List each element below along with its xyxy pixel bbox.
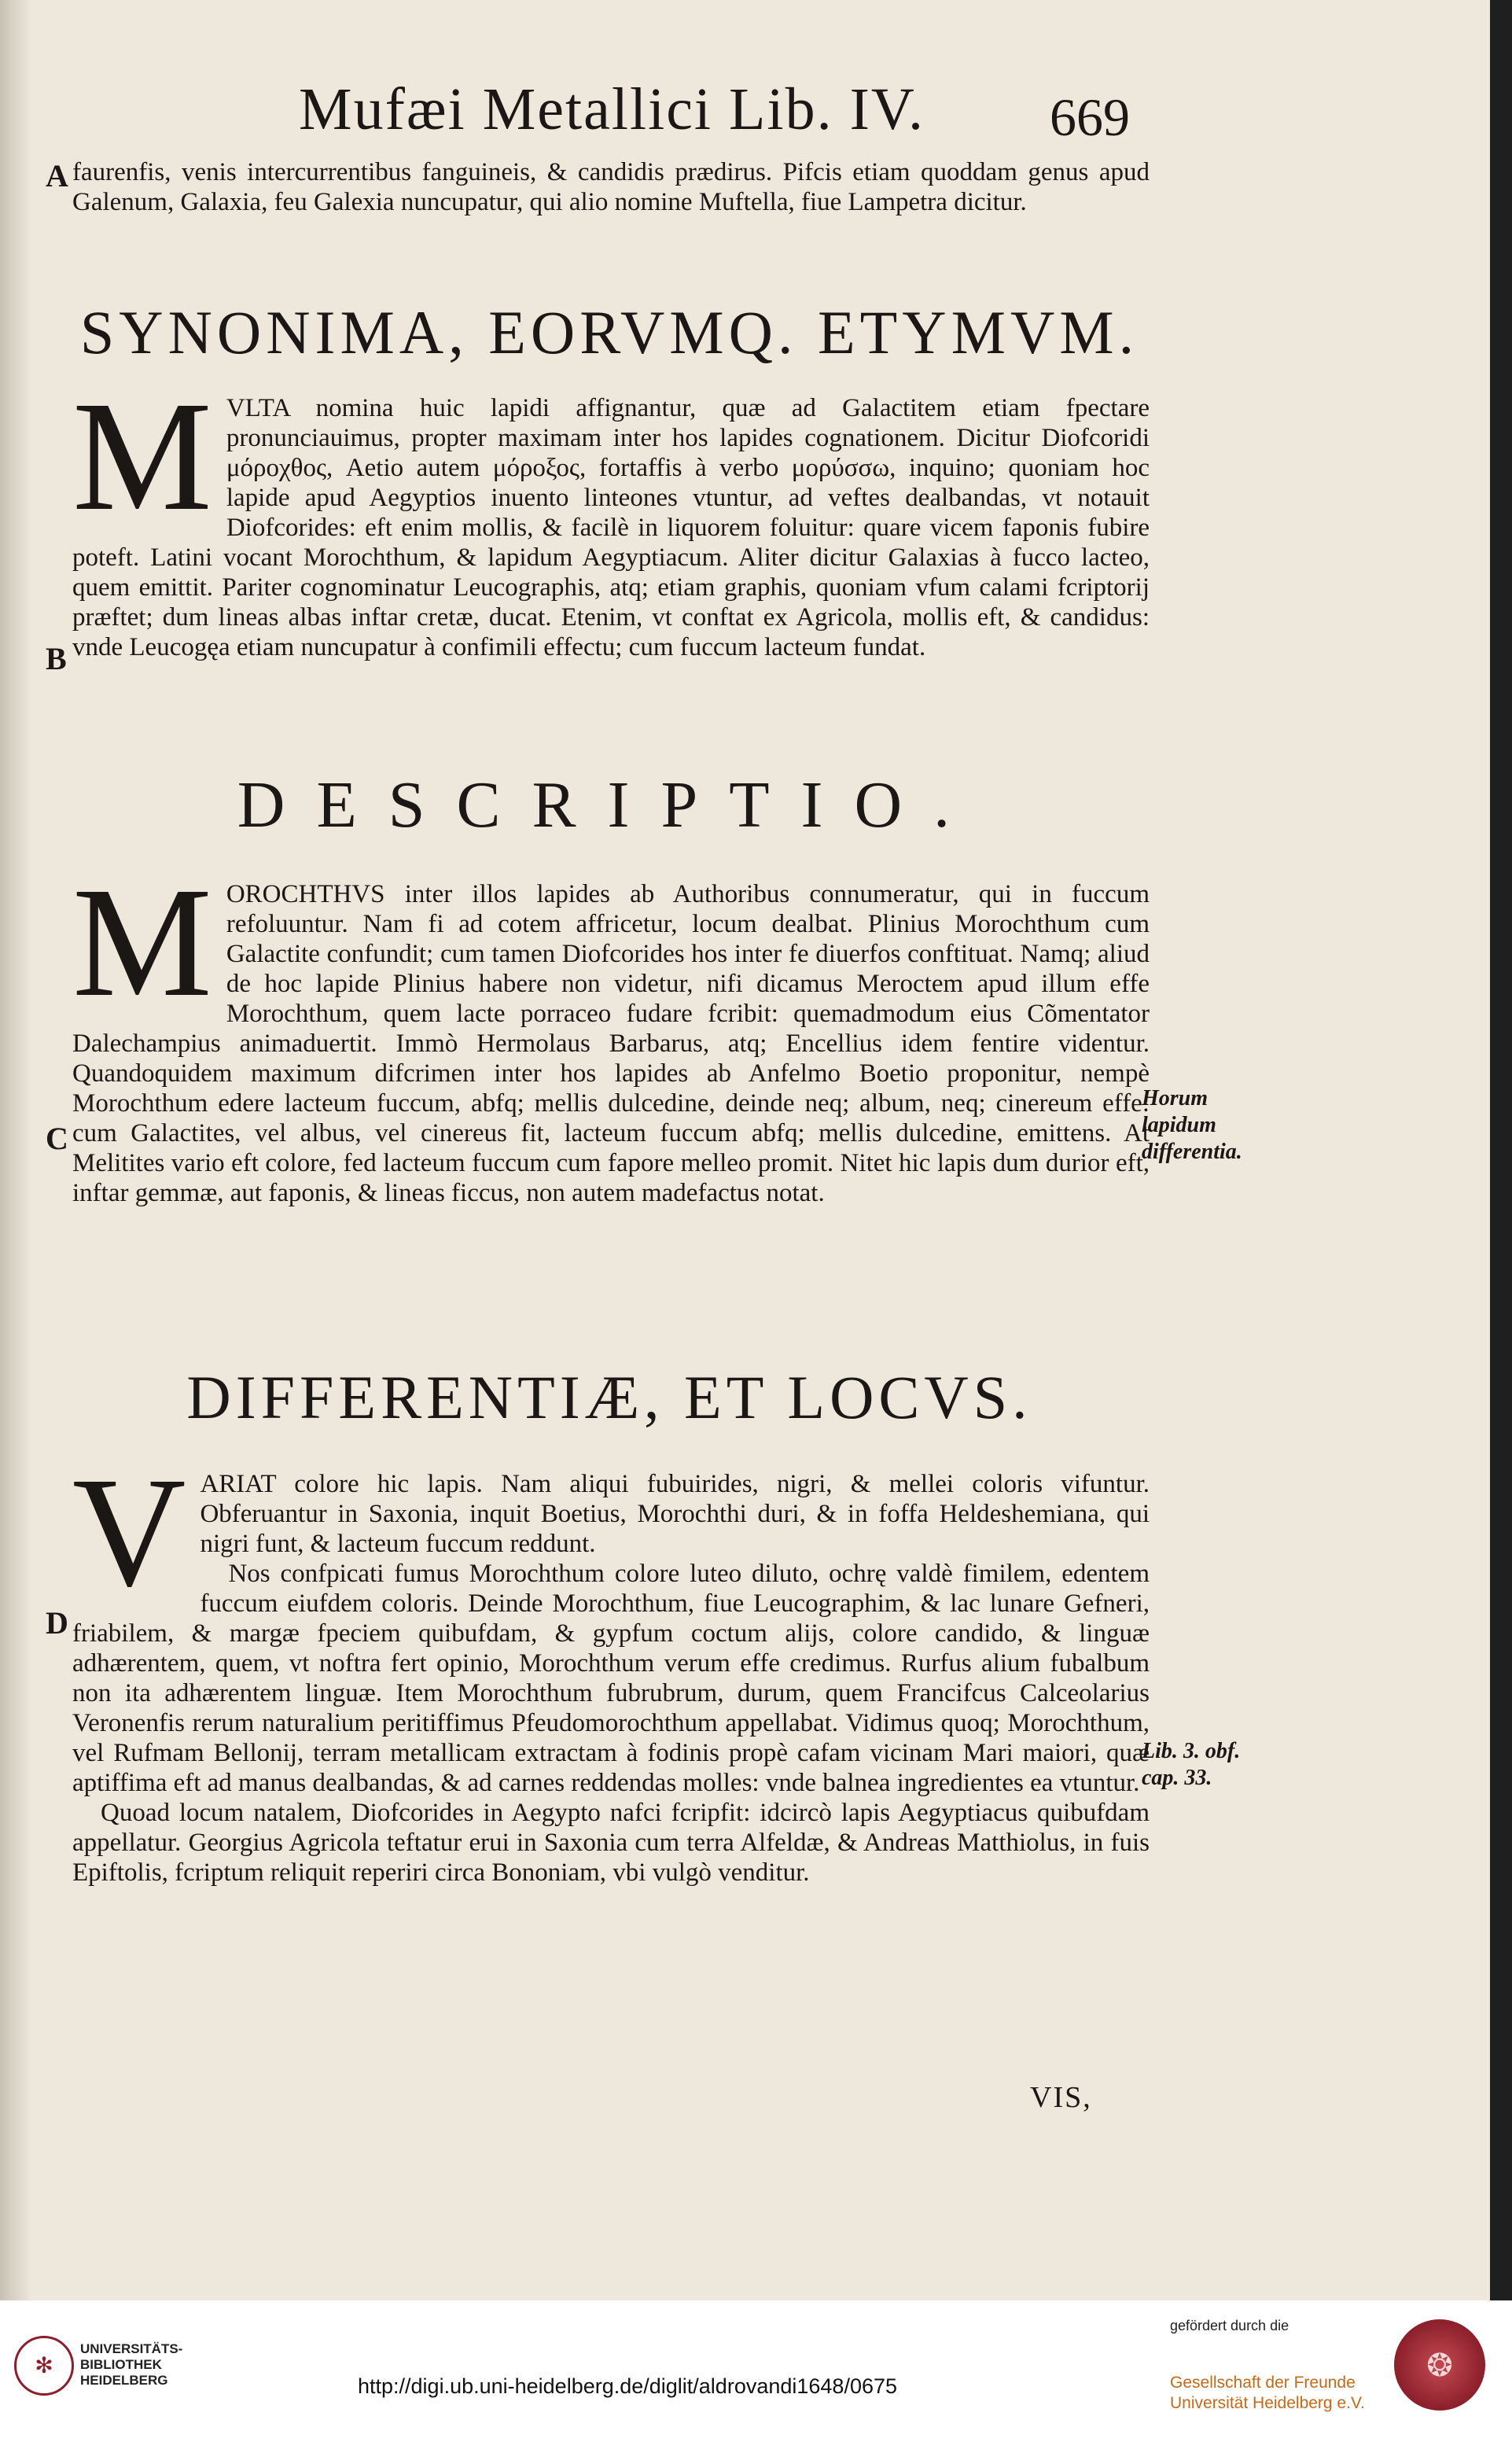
dropcap-m-2: M [72,856,212,1029]
society-name: Gesellschaft der Freunde Universität Heidelberg e.V. [1170,2374,1365,2412]
funded-by-label: gefördert durch die [1170,2318,1289,2333]
differentiae-paragraph [72,1446,1150,1888]
margin-marker-d: D [46,1605,68,1641]
descriptio-text: OROCHTHVS inter illos lapides ab Authoribus connumeratur, qui in fuccum refoluuntur. Nam fi ad cotem affricetur, locum dealbat. Plinius Morochthum cum Galactite confundit; cum tamen Diofcorides hos inter fe diuerfos conftituat. Namq; aliud de hoc lapide Plinius habere non videtur, nifi dicamus Meroctem apud illum effe Morochthum, quem lacte porraceo fudare fcribit: quemadmodum eius Cõmentator Dalechampius animaduertit. Immò Hermolaus Barbarus, atq; Encellius idem fentire videntur. Quandoquidem maximum difcrimen inter hos lapides ab Anfelmo Boetio proponitur, nempè Morochthum edere lacteum fuccum, abfq; mellis dulcedine, deinde neq; album, neq; cinereum effe: cum Galactites, vel albus, vel cinereus fit, lacteum fuccum abfq; mellis dulcedine, emittens. At Melitites vario eft colore, fed lacteum fuccum cum fapore melleo promit. Nitet hic lapis dum durior eft, inftar gemmæ, aut faponis, & lineas ficcus, non autem madefactus notat. [72,880,1150,1207]
opening-paragraph [72,157,1150,217]
synonima-text: VLTA nomina huic lapidi affignantur, quæ ad Galactitem etiam fpectare pronunciauimus, propter maximam inter hos lapides cognationem. Dicitur Diofcoridi μόροχθος, Aetio autem μόροξος, fortaffis à verbo μορύσσω, inquino; quoniam hoc lapide apud Aegyptios inuento linteones vtuntur, ad veftes dealbandas, vt notauit Diofcorides: eft enim mollis, & facilè in liquorem foluitur: quare vicem faponis fubire poteft. Latini vocant Morochthum, & lapidum Aegyptiacum. Aliter dicitur Galaxias à fucco lacteo, quem emittit. Pariter cognominatur Leucographis, atq; etiam graphis, quoniam vfum calami fcriptorij præftet; dum lineas albas inftar cretæ, ducat. Etenim, vt conftat ex Agricola, mollis eft, & candidus: vnde Leucogęa etiam nuncupatur à confimili effectu; cum fuccum lacteum fundat. [72,394,1150,661]
footer-bar [0,2300,1512,2442]
dropcap-v: V [72,1446,186,1619]
margin-marker-b: B [46,641,67,676]
section-title-descriptio: DESCRIPTIO. [237,768,982,842]
synonima-paragraph [72,370,1150,662]
section-title-synonima: SYNONIMA, EORVMQ. ETYMVM. [79,298,1139,366]
margin-note-differentia: Horum lapidum differentia. [1142,1086,1242,1164]
catchword: VIS, [1030,2081,1092,2114]
margin-marker-c: C [46,1121,68,1156]
descriptio-paragraph [72,856,1150,1208]
running-title: Mufæi Metallici Lib. IV. [299,76,925,142]
society-seal-icon: ❂ [1394,2319,1485,2411]
dropcap-m: M [72,370,212,543]
page-edge-shadow [0,0,31,2300]
library-name: UNIVERSITÄTS- BIBLIOTHEK HEIDELBERG [80,2341,183,2388]
differentiae-text-1: ARIAT colore hic lapis. Nam aliqui fubuirides, nigri, & mellei coloris vifuntur. Obferuantur in Saxonia, inquit Boetius, Morochthi duri, & in foffa Heldeshemiana, qui nigri funt, & lacteum fuccum reddunt. [200,1470,1150,1558]
margin-note-lib: Lib. 3. obf. cap. 33. [1142,1739,1241,1790]
opening-text: faurenfis, venis intercurrentibus fanguineis, & candidis prædirus. Pifcis etiam quoddam genus apud Galenum, Galaxia, feu Galexia nuncupatur, qui alio nomine Muftella, fiue Lampetra dicitur. [72,158,1150,216]
university-library-logo-icon: ✻ [14,2336,74,2396]
digital-library-link[interactable]: http://digi.ub.uni-heidelberg.de/diglit/aldrovandi1648/0675 [358,2374,898,2398]
margin-marker-a: A [46,158,68,193]
page-number: 669 [1050,87,1130,147]
section-title-differentiae: DIFFERENTIÆ, ET LOCVS. [186,1363,1032,1431]
differentiae-text-2: Nos confpicati fumus Morochthum colore luteo diluto, ochrę valdè fimilem, edentem fuccum eiufdem coloris. Deinde Morochthum, fiue Leucographim, & lac lunare Gefneri, friabilem, & margæ fpeciem quibufdam, & gypfum coctum alijs, colore candido, & linguæ adhærentem, quem, vt noftra fert opinio, Morochthum verum effe credimus. Rurfus alium fubalbum non ita adhærentem linguæ. Item Morochthum fubrubrum, durum, quem Francifcus Calceolarius Veronenfis rerum naturalium peritiffimus Pfeudomorochthum appellabat. Vidimus quoq; Morochthum, vel Rufmam Bellonij, terram metallicam extractam à fodinis propè cafam vicinam Mari maiori, quæ aptiffima eft ad manus dealbandas, & ad carnes reddendas molles: vnde balnea ingredientes ea vtuntur. [72,1560,1150,1797]
scan-border [1490,0,1512,2300]
differentiae-text-3: Quoad locum natalem, Diofcorides in Aegypto nafci fcripfit: idcircò lapis Aegyptiacus quibufdam appellatur. Georgius Agricola teftatur erui in Saxonia cum terra Alfeldæ, & Andreas Matthiolus, in fuis Epiftolis, fcriptum reliquit reperiri circa Bononiam, vbi vulgò venditur. [72,1799,1150,1887]
